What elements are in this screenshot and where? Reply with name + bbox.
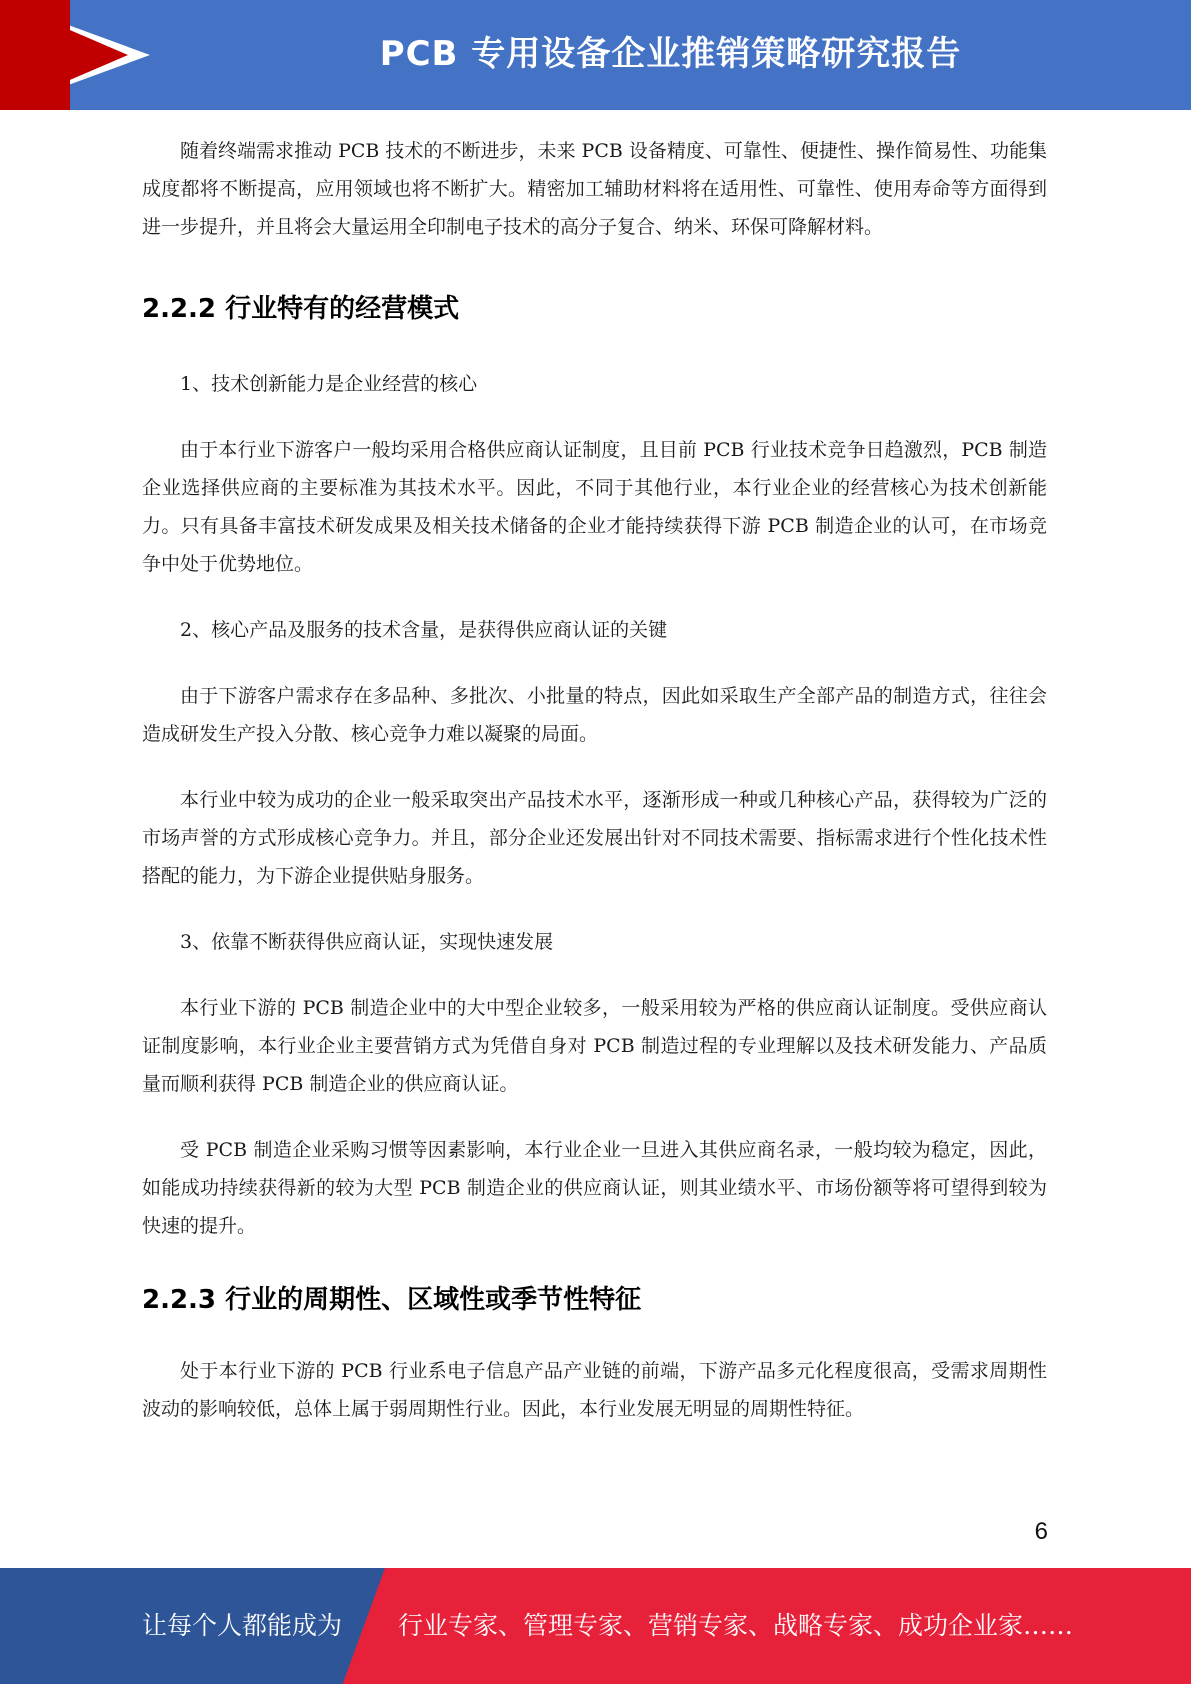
header-arrow-icon (0, 0, 128, 110)
footer-slogan-left: 让每个人都能成为 (142, 1611, 343, 1640)
report-title: PCB 专用设备企业推销策略研究报告 (379, 34, 962, 74)
page-header (0, 0, 1191, 110)
paragraph-core-competitiveness: 本行业中较为成功的企业一般采取突出产品技术水平，逐渐形成一种或几种核心产品，获得较为广泛的市场声誉的方式形成核心竞争力。并且，部分企业还发展出针对不同技术需要、指标需求进行个性化技术性搭配的能力，为下游企业提供贴身服务。 (142, 789, 1047, 887)
page-number: 6 (1034, 1518, 1048, 1545)
paragraph-cyclicality: 处于本行业下游的 PCB 行业系电子信息产品产业链的前端，下游产品多元化程度很高，受需求周期性波动的影响较低，总体上属于弱周期性行业。因此，本行业发展无明显的周期性特征。 (142, 1360, 1047, 1420)
paragraph-procurement-habits: 受 PCB 制造企业采购习惯等因素影响，本行业企业一旦进入其供应商名录，一般均较为稳定，因此，如能成功持续获得新的较为大型 PCB 制造企业的供应商认证，则其业绩水平、市场份额等将可望得到较为快速的提升。 (142, 1139, 1047, 1237)
list-item-2: 2、核心产品及服务的技术含量，是获得供应商认证的关键 (180, 619, 668, 641)
list-item-1: 1、技术创新能力是企业经营的核心 (180, 373, 478, 395)
section-heading-2-2-3: 2.2.3 行业的周期性、区域性或季节性特征 (142, 1285, 642, 1315)
intro-paragraph: 随着终端需求推动 PCB 技术的不断进步，未来 PCB 设备精度、可靠性、便捷性、操作简易性、功能集成度都将不断提高，应用领域也将不断扩大。精密加工辅助材料将在适用性、可靠性、使用寿命等方面得到进一步提升，并且将会大量运用全印制电子技术的高分子复合、纳米、环保可降解材料。 (142, 140, 1047, 238)
page-footer (0, 1568, 1191, 1684)
paragraph-tech-innovation: 由于本行业下游客户一般均采用合格供应商认证制度，且目前 PCB 行业技术竞争日趋激烈，PCB 制造企业选择供应商的主要标准为其技术水平。因此，不同于其他行业，本行业企业的经营核心为技术创新能力。只有具备丰富技术研发成果及相关技术储备的企业才能持续获得下游 PCB 制造企业的认可，在市场竞争中处于优势地位。 (142, 439, 1047, 575)
paragraph-supplier-certification: 本行业下游的 PCB 制造企业中的大中型企业较多，一般采用较为严格的供应商认证制度。受供应商认证制度影响，本行业企业主要营销方式为凭借自身对 PCB 制造过程的专业理解以及技术研发能力、产品质量而顺利获得 PCB 制造企业的供应商认证。 (142, 997, 1047, 1095)
list-item-3: 3、依靠不断获得供应商认证，实现快速发展 (180, 931, 554, 953)
footer-slogan-right: 行业专家、管理专家、营销专家、战略专家、成功企业家…… (398, 1611, 1074, 1640)
section-heading-2-2-2: 2.2.2 行业特有的经营模式 (142, 294, 460, 324)
paragraph-customer-demand: 由于下游客户需求存在多品种、多批次、小批量的特点，因此如采取生产全部产品的制造方式，往往会造成研发生产投入分散、核心竞争力难以凝聚的局面。 (142, 685, 1047, 745)
document-body (142, 132, 1047, 1428)
